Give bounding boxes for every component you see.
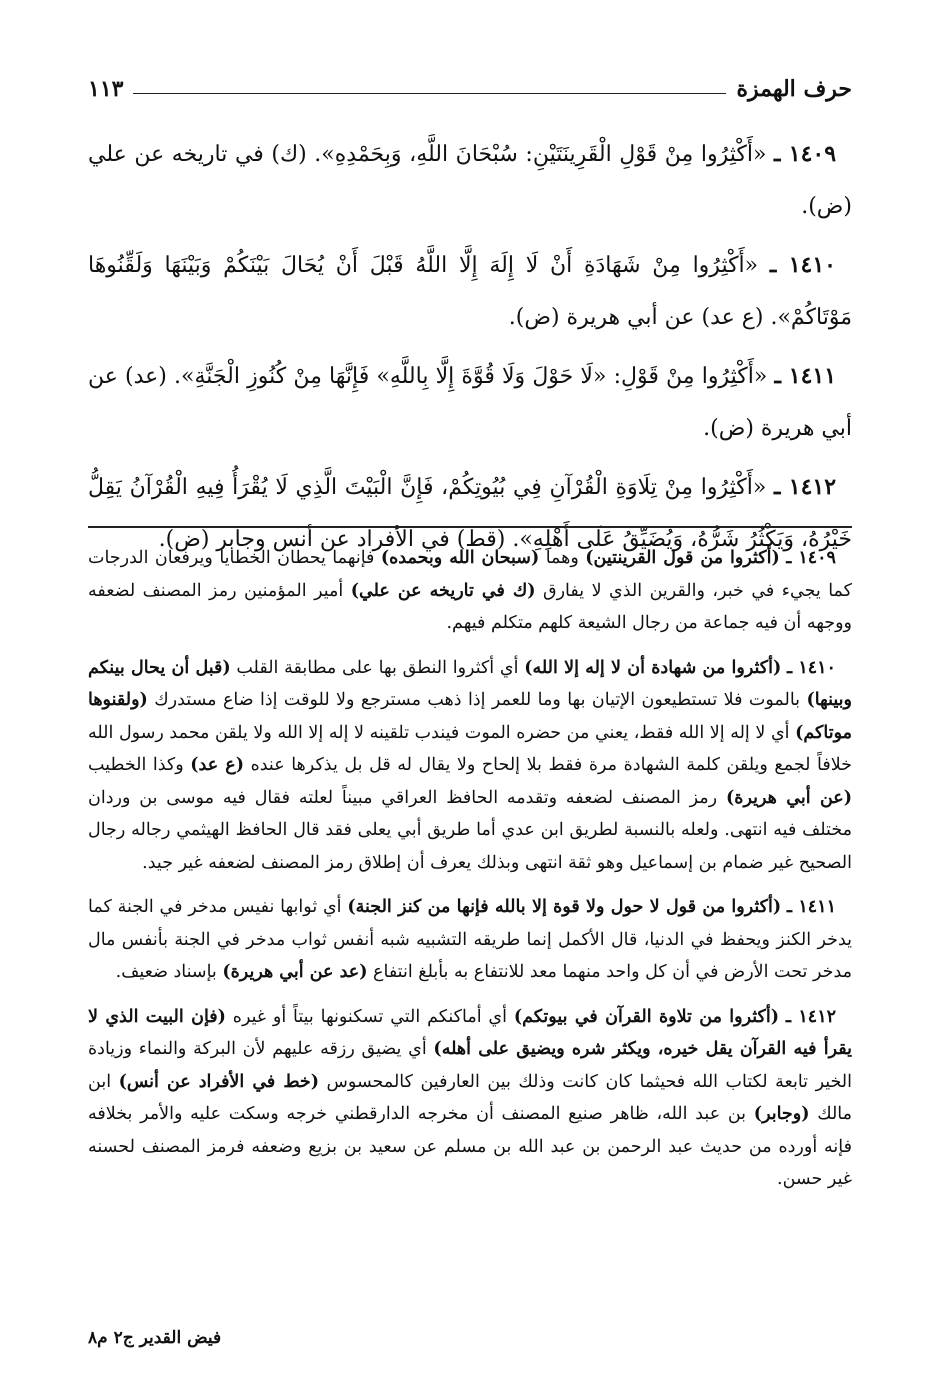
hadith-entry <box>88 128 852 233</box>
hadith-number: ١٤١٢ ـ <box>773 474 837 500</box>
quoted-phrase: (قبل أن يحال بينكم وبينها) <box>88 657 852 710</box>
commentary-entry <box>88 891 852 989</box>
commentary-number: ١٤١١ ـ <box>786 897 836 917</box>
commentary-text: وهما <box>539 548 586 568</box>
source-reference: (عد عن أبي هريرة) <box>222 962 368 982</box>
quoted-phrase: (سبحان الله وبحمده) <box>380 548 540 568</box>
commentary-number: ١٤١٢ ـ <box>785 1006 836 1027</box>
commentary-entry <box>88 542 852 640</box>
commentary-text: ابن مالك <box>88 1071 852 1124</box>
hadith-text: «أَكْثِرُوا مِنْ شَهَادَةِ أَنْ لَا إِلَهَ إِلَّا اللَّهُ قَبْلَ أَنْ يُحَالَ بَيْنَكُمْ وَبَيْنَهَا وَلَقِّنُوهَا مَوْتَاكُمْ». (ع عد) عن أبي هريرة (ض). <box>88 253 852 330</box>
hadith-number: ١٤٠٩ ـ <box>774 141 837 167</box>
source-reference: (ع عد) <box>190 755 245 775</box>
page-number: ١١٣ <box>88 76 124 102</box>
quoted-phrase: (أكثروا من تلاوة القرآن في بيوتكم) <box>513 1006 780 1027</box>
source-reference: (خط في الأفراد عن أنس) <box>118 1071 320 1092</box>
commentary-section <box>88 542 852 1208</box>
page-footer <box>88 1328 852 1348</box>
header-rule <box>133 93 726 94</box>
commentary-text: أي لا إله إلا الله فقط، يعني من حضره الموت فيندب تلقينه لا إله إلا الله ولا يلقن محمد رسول الله خلافاً لجمع ويلقن كلمة الشهادة مرة فقط بلا إلحاح ولا يقال له قل بل يذكرها عنده <box>88 722 852 775</box>
footer-signature: فيض القدير ج٢ م٨ <box>88 1328 222 1348</box>
commentary-text: فإنهما يحطان الخطايا ويرفعان الدرجات كما يجيء في خبر، والقرين الذي لا يفارق <box>88 548 852 601</box>
commentary-text: أمير المؤمنين رمز المصنف لضعفه ووجهه أن فيه جماعة من رجال الشيعة كلهم متكلم فيهم. <box>88 580 852 633</box>
commentary-text: أي أكثروا النطق بها على مطابقة القلب <box>230 657 525 678</box>
commentary-text: رمز المصنف لضعفه وتقدمه الحافظ العراقي مبيناً لعلته فقال فيه موسى بن وردان مختلف فيه انتهى. ولعله بالنسبة لطريق ابن عدي أما طريق أبي يعلى فقد قال الحافظ الهيثمي رجاله رجال الصحيح غير ضمام بن إسماعيل وهو ثقة انتهى وبذلك يعرف أن إطلاق رمز المصنف لضعفه غير جيد. <box>88 787 852 873</box>
commentary-text: بن عبد الله، ظاهر صنيع المصنف أن مخرجه الدارقطني خرجه وسكت عليه والأمر بخلافه فإنه أورده من حديث عبد الرحمن بن عبد الله بن مسلم عن سعيد بن بزيع وضعفه فرمز المصنف لحسنه غير حسن. <box>88 1104 852 1189</box>
source-reference: (عن أبي هريرة) <box>726 787 852 808</box>
quoted-phrase: (أكثروا من قول القرينتين) <box>585 548 780 568</box>
hadith-number: ١٤١٠ ـ <box>769 252 836 278</box>
quoted-phrase: (أكثروا من شهادة أن لا إله إلا الله) <box>524 657 782 678</box>
commentary-text: أي يضيق رزقه عليهم لأن البركة والنماء وزيادة الخير تابعة لكتاب الله فحيثما كان كانت وذلك بين العارفين كالمحسوس <box>88 1039 852 1092</box>
commentary-text: بالموت فلا تستطيعون الإتيان بها وما للعمر إذا ذهب مسترجع ولا للوقت إذا ضاع مستدرك <box>147 690 807 710</box>
source-reference: (ك في تاريخه عن علي) <box>350 580 536 601</box>
hadith-text: «أَكْثِرُوا مِنْ قَوْلِ: «لَا حَوْلَ وَلَا قُوَّةَ إِلَّا بِاللَّهِ» فَإِنَّهَا مِنْ كُنُوزِ الْجَنَّةِ». (عد) عن أبي هريرة (ض). <box>88 364 852 441</box>
commentary-text: وكذا الخطيب <box>88 755 191 775</box>
commentary-number: ١٤١٠ ـ <box>786 657 836 678</box>
commentary-text: أي ثوابها نفيس مدخر في الجنة كما يدخر الكنز ويحفظ في الدنيا، قال الأكمل إنما طريقه التشبيه شبه أنفس ثواب مدخر في الجنة بأنفس مال مدخر تحت الأرض في أن كل واحد منهما معد للانتفاع به بأبلغ انتفاع <box>88 897 852 982</box>
quoted-phrase: (ولقنوها موتاكم) <box>88 690 852 743</box>
quoted-phrase: (فإن البيت الذي لا يقرأ فيه القرآن يقل خيره، ويكثر شره ويضيق على أهله) <box>88 1006 852 1059</box>
hadith-text: «أَكْثِرُوا مِنْ تِلَاوَةِ الْقُرْآنِ فِي بُيُوتِكُمْ، فَإِنَّ الْبَيْتَ الَّذِي لَا يُقْرَأُ فِيهِ الْقُرْآنُ يَقِلُّ خَيْرُهُ، وَيَكْثُرُ شَرُّهُ، وَيُضَيِّقُ عَلَى أَهْلِهِ». (قط) في الأفراد عن أنس وجابر (ض). <box>88 475 852 552</box>
source-reference: (وجابر) <box>753 1104 810 1124</box>
hadith-section <box>88 128 852 572</box>
commentary-text: أي أماكنكم التي تسكنونها بيتاً أو غيره <box>225 1006 514 1027</box>
page-header <box>88 72 852 106</box>
section-divider <box>88 526 852 528</box>
hadith-entry <box>88 239 852 344</box>
commentary-entry <box>88 652 852 880</box>
quoted-phrase: (أكثروا من قول لا حول ولا قوة إلا بالله فإنها من كنز الجنة) <box>347 897 782 917</box>
hadith-entry <box>88 350 852 455</box>
chapter-title: حرف الهمزة <box>736 76 852 102</box>
commentary-entry <box>88 1001 852 1196</box>
commentary-text: بإسناد ضعيف. <box>115 962 223 982</box>
hadith-number: ١٤١١ ـ <box>774 363 837 389</box>
hadith-text: «أَكْثِرُوا مِنْ قَوْلِ الْقَرِينَتَيْنِ: سُبْحَانَ اللَّهِ، وَبِحَمْدِهِ». (ك) في تاريخه عن علي (ض). <box>88 142 852 219</box>
commentary-number: ١٤٠٩ ـ <box>786 548 836 568</box>
